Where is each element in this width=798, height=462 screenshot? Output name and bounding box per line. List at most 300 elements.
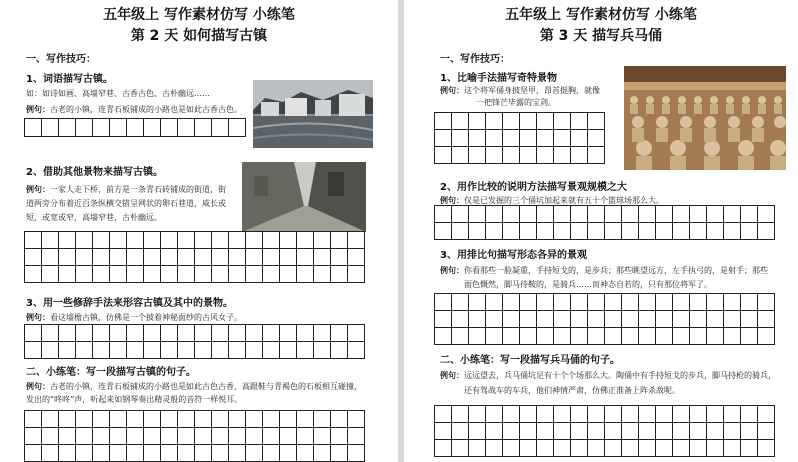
grid-cell[interactable] <box>452 113 469 130</box>
grid-cell[interactable] <box>724 423 741 440</box>
grid-cell[interactable] <box>690 423 707 440</box>
grid-cell[interactable] <box>554 406 571 423</box>
grid-cell[interactable] <box>588 440 605 457</box>
grid-cell[interactable] <box>605 440 622 457</box>
grid-cell[interactable] <box>656 311 673 328</box>
grid-cell[interactable] <box>537 311 554 328</box>
grid-cell[interactable] <box>195 232 212 249</box>
grid-cell[interactable] <box>571 113 588 130</box>
grid-cell[interactable] <box>297 325 314 342</box>
grid-cell[interactable] <box>758 406 775 423</box>
grid-cell[interactable] <box>486 423 503 440</box>
grid-cell[interactable] <box>161 232 178 249</box>
grid-cell[interactable] <box>537 423 554 440</box>
grid-cell[interactable] <box>93 411 110 428</box>
grid-cell[interactable] <box>656 206 673 223</box>
grid-cell[interactable] <box>161 342 178 359</box>
writing-grid-2[interactable] <box>24 231 365 283</box>
grid-cell[interactable] <box>452 223 469 240</box>
grid-cell[interactable] <box>297 411 314 428</box>
grid-cell[interactable] <box>724 328 741 345</box>
grid-cell[interactable] <box>25 325 42 342</box>
grid-cell[interactable] <box>758 223 775 240</box>
grid-cell[interactable] <box>297 249 314 266</box>
grid-cell[interactable] <box>503 147 520 164</box>
grid-cell[interactable] <box>452 328 469 345</box>
grid-cell[interactable] <box>76 119 93 137</box>
grid-cell[interactable] <box>110 445 127 462</box>
grid-cell[interactable] <box>110 266 127 283</box>
grid-cell[interactable] <box>348 232 365 249</box>
grid-cell[interactable] <box>25 428 42 445</box>
grid-cell[interactable] <box>520 206 537 223</box>
grid-cell[interactable] <box>673 440 690 457</box>
grid-cell[interactable] <box>178 249 195 266</box>
writing-grid-1[interactable] <box>434 112 605 164</box>
grid-cell[interactable] <box>503 206 520 223</box>
grid-cell[interactable] <box>690 328 707 345</box>
grid-cell[interactable] <box>469 406 486 423</box>
grid-cell[interactable] <box>605 206 622 223</box>
grid-cell[interactable] <box>59 342 76 359</box>
grid-cell[interactable] <box>144 445 161 462</box>
grid-cell[interactable] <box>452 147 469 164</box>
grid-cell[interactable] <box>486 440 503 457</box>
grid-cell[interactable] <box>673 223 690 240</box>
grid-cell[interactable] <box>212 266 229 283</box>
grid-cell[interactable] <box>690 406 707 423</box>
grid-cell[interactable] <box>724 206 741 223</box>
grid-cell[interactable] <box>59 411 76 428</box>
writing-grid-practice[interactable] <box>434 405 775 457</box>
grid-cell[interactable] <box>622 406 639 423</box>
grid-cell[interactable] <box>161 266 178 283</box>
grid-cell[interactable] <box>246 411 263 428</box>
grid-cell[interactable] <box>110 249 127 266</box>
grid-cell[interactable] <box>42 445 59 462</box>
grid-cell[interactable] <box>639 440 656 457</box>
grid-cell[interactable] <box>161 428 178 445</box>
grid-cell[interactable] <box>280 342 297 359</box>
grid-cell[interactable] <box>42 119 59 137</box>
grid-cell[interactable] <box>707 223 724 240</box>
grid-cell[interactable] <box>469 223 486 240</box>
grid-cell[interactable] <box>554 147 571 164</box>
grid-cell[interactable] <box>178 119 195 137</box>
grid-cell[interactable] <box>435 294 452 311</box>
grid-cell[interactable] <box>622 440 639 457</box>
grid-cell[interactable] <box>707 406 724 423</box>
grid-cell[interactable] <box>195 266 212 283</box>
grid-cell[interactable] <box>469 130 486 147</box>
grid-cell[interactable] <box>673 406 690 423</box>
grid-cell[interactable] <box>76 325 93 342</box>
grid-cell[interactable] <box>25 342 42 359</box>
grid-cell[interactable] <box>452 206 469 223</box>
grid-cell[interactable] <box>741 423 758 440</box>
grid-cell[interactable] <box>263 232 280 249</box>
grid-cell[interactable] <box>195 325 212 342</box>
grid-cell[interactable] <box>229 342 246 359</box>
grid-cell[interactable] <box>110 232 127 249</box>
grid-cell[interactable] <box>724 311 741 328</box>
grid-cell[interactable] <box>588 328 605 345</box>
grid-cell[interactable] <box>331 428 348 445</box>
grid-cell[interactable] <box>588 423 605 440</box>
grid-cell[interactable] <box>212 232 229 249</box>
grid-cell[interactable] <box>486 328 503 345</box>
grid-cell[interactable] <box>127 411 144 428</box>
writing-grid-practice[interactable] <box>24 410 365 462</box>
grid-cell[interactable] <box>144 232 161 249</box>
grid-cell[interactable] <box>469 423 486 440</box>
grid-cell[interactable] <box>314 249 331 266</box>
writing-grid-2[interactable] <box>434 205 775 240</box>
grid-cell[interactable] <box>93 266 110 283</box>
grid-cell[interactable] <box>144 266 161 283</box>
grid-cell[interactable] <box>331 411 348 428</box>
grid-cell[interactable] <box>229 266 246 283</box>
grid-cell[interactable] <box>639 294 656 311</box>
grid-cell[interactable] <box>435 440 452 457</box>
grid-cell[interactable] <box>246 342 263 359</box>
grid-cell[interactable] <box>571 223 588 240</box>
grid-cell[interactable] <box>520 294 537 311</box>
grid-cell[interactable] <box>110 119 127 137</box>
grid-cell[interactable] <box>161 411 178 428</box>
grid-cell[interactable] <box>758 440 775 457</box>
grid-cell[interactable] <box>297 232 314 249</box>
grid-cell[interactable] <box>741 440 758 457</box>
grid-cell[interactable] <box>314 445 331 462</box>
grid-cell[interactable] <box>486 223 503 240</box>
grid-cell[interactable] <box>605 223 622 240</box>
grid-cell[interactable] <box>605 406 622 423</box>
grid-cell[interactable] <box>639 223 656 240</box>
grid-cell[interactable] <box>110 428 127 445</box>
grid-cell[interactable] <box>59 325 76 342</box>
grid-cell[interactable] <box>656 294 673 311</box>
grid-cell[interactable] <box>486 311 503 328</box>
grid-cell[interactable] <box>263 325 280 342</box>
grid-cell[interactable] <box>25 249 42 266</box>
grid-cell[interactable] <box>127 445 144 462</box>
grid-cell[interactable] <box>127 249 144 266</box>
grid-cell[interactable] <box>110 325 127 342</box>
grid-cell[interactable] <box>639 328 656 345</box>
grid-cell[interactable] <box>741 406 758 423</box>
grid-cell[interactable] <box>314 232 331 249</box>
grid-cell[interactable] <box>707 440 724 457</box>
grid-cell[interactable] <box>537 113 554 130</box>
grid-cell[interactable] <box>144 325 161 342</box>
grid-cell[interactable] <box>161 249 178 266</box>
grid-cell[interactable] <box>348 342 365 359</box>
grid-cell[interactable] <box>503 440 520 457</box>
grid-cell[interactable] <box>554 113 571 130</box>
grid-cell[interactable] <box>588 294 605 311</box>
grid-cell[interactable] <box>571 147 588 164</box>
grid-cell[interactable] <box>435 147 452 164</box>
grid-cell[interactable] <box>314 342 331 359</box>
grid-cell[interactable] <box>622 294 639 311</box>
grid-cell[interactable] <box>195 249 212 266</box>
grid-cell[interactable] <box>469 206 486 223</box>
grid-cell[interactable] <box>348 411 365 428</box>
grid-cell[interactable] <box>554 294 571 311</box>
grid-cell[interactable] <box>605 423 622 440</box>
grid-cell[interactable] <box>503 130 520 147</box>
grid-cell[interactable] <box>724 440 741 457</box>
grid-cell[interactable] <box>452 311 469 328</box>
grid-cell[interactable] <box>195 119 212 137</box>
grid-cell[interactable] <box>435 223 452 240</box>
grid-cell[interactable] <box>178 342 195 359</box>
grid-cell[interactable] <box>42 325 59 342</box>
grid-cell[interactable] <box>42 266 59 283</box>
grid-cell[interactable] <box>246 428 263 445</box>
grid-cell[interactable] <box>314 325 331 342</box>
grid-cell[interactable] <box>76 428 93 445</box>
grid-cell[interactable] <box>707 311 724 328</box>
grid-cell[interactable] <box>76 411 93 428</box>
grid-cell[interactable] <box>435 423 452 440</box>
grid-cell[interactable] <box>622 311 639 328</box>
grid-cell[interactable] <box>503 328 520 345</box>
grid-cell[interactable] <box>280 266 297 283</box>
grid-cell[interactable] <box>537 147 554 164</box>
grid-cell[interactable] <box>673 294 690 311</box>
grid-cell[interactable] <box>486 406 503 423</box>
grid-cell[interactable] <box>93 342 110 359</box>
grid-cell[interactable] <box>25 232 42 249</box>
grid-cell[interactable] <box>520 223 537 240</box>
grid-cell[interactable] <box>435 206 452 223</box>
grid-cell[interactable] <box>639 423 656 440</box>
grid-cell[interactable] <box>348 325 365 342</box>
grid-cell[interactable] <box>469 113 486 130</box>
grid-cell[interactable] <box>161 445 178 462</box>
writing-grid-3[interactable] <box>434 293 775 345</box>
grid-cell[interactable] <box>110 411 127 428</box>
grid-cell[interactable] <box>571 311 588 328</box>
grid-cell[interactable] <box>331 325 348 342</box>
grid-cell[interactable] <box>59 428 76 445</box>
grid-cell[interactable] <box>758 206 775 223</box>
grid-cell[interactable] <box>741 311 758 328</box>
grid-cell[interactable] <box>93 249 110 266</box>
grid-cell[interactable] <box>452 406 469 423</box>
grid-cell[interactable] <box>537 406 554 423</box>
grid-cell[interactable] <box>503 423 520 440</box>
grid-cell[interactable] <box>76 342 93 359</box>
grid-cell[interactable] <box>93 325 110 342</box>
grid-cell[interactable] <box>212 428 229 445</box>
grid-cell[interactable] <box>297 445 314 462</box>
grid-cell[interactable] <box>195 445 212 462</box>
grid-cell[interactable] <box>758 311 775 328</box>
grid-cell[interactable] <box>656 423 673 440</box>
grid-cell[interactable] <box>195 411 212 428</box>
grid-cell[interactable] <box>348 445 365 462</box>
grid-cell[interactable] <box>229 325 246 342</box>
grid-cell[interactable] <box>537 440 554 457</box>
grid-cell[interactable] <box>348 249 365 266</box>
grid-cell[interactable] <box>127 428 144 445</box>
grid-cell[interactable] <box>297 342 314 359</box>
grid-cell[interactable] <box>93 232 110 249</box>
grid-cell[interactable] <box>554 440 571 457</box>
grid-cell[interactable] <box>724 294 741 311</box>
grid-cell[interactable] <box>469 147 486 164</box>
grid-cell[interactable] <box>297 266 314 283</box>
grid-cell[interactable] <box>673 206 690 223</box>
grid-cell[interactable] <box>280 445 297 462</box>
grid-cell[interactable] <box>435 406 452 423</box>
grid-cell[interactable] <box>435 113 452 130</box>
grid-cell[interactable] <box>144 411 161 428</box>
grid-cell[interactable] <box>554 206 571 223</box>
grid-cell[interactable] <box>178 445 195 462</box>
grid-cell[interactable] <box>297 428 314 445</box>
grid-cell[interactable] <box>229 119 246 137</box>
grid-cell[interactable] <box>229 411 246 428</box>
grid-cell[interactable] <box>76 232 93 249</box>
grid-cell[interactable] <box>656 406 673 423</box>
grid-cell[interactable] <box>195 342 212 359</box>
grid-cell[interactable] <box>639 406 656 423</box>
grid-cell[interactable] <box>673 423 690 440</box>
grid-cell[interactable] <box>469 294 486 311</box>
grid-cell[interactable] <box>178 266 195 283</box>
grid-cell[interactable] <box>690 311 707 328</box>
grid-cell[interactable] <box>554 328 571 345</box>
grid-cell[interactable] <box>280 428 297 445</box>
grid-cell[interactable] <box>348 428 365 445</box>
grid-cell[interactable] <box>571 130 588 147</box>
grid-cell[interactable] <box>588 311 605 328</box>
grid-cell[interactable] <box>622 328 639 345</box>
grid-cell[interactable] <box>212 411 229 428</box>
grid-cell[interactable] <box>314 411 331 428</box>
grid-cell[interactable] <box>486 147 503 164</box>
grid-cell[interactable] <box>331 342 348 359</box>
writing-grid-1[interactable] <box>24 118 246 137</box>
grid-cell[interactable] <box>571 294 588 311</box>
grid-cell[interactable] <box>127 325 144 342</box>
grid-cell[interactable] <box>690 294 707 311</box>
grid-cell[interactable] <box>554 311 571 328</box>
grid-cell[interactable] <box>25 445 42 462</box>
grid-cell[interactable] <box>554 130 571 147</box>
grid-cell[interactable] <box>263 266 280 283</box>
grid-cell[interactable] <box>741 328 758 345</box>
grid-cell[interactable] <box>571 206 588 223</box>
grid-cell[interactable] <box>76 266 93 283</box>
grid-cell[interactable] <box>452 294 469 311</box>
grid-cell[interactable] <box>486 130 503 147</box>
grid-cell[interactable] <box>280 232 297 249</box>
grid-cell[interactable] <box>656 223 673 240</box>
grid-cell[interactable] <box>178 232 195 249</box>
grid-cell[interactable] <box>571 328 588 345</box>
grid-cell[interactable] <box>503 311 520 328</box>
grid-cell[interactable] <box>588 206 605 223</box>
grid-cell[interactable] <box>656 328 673 345</box>
grid-cell[interactable] <box>486 113 503 130</box>
grid-cell[interactable] <box>571 440 588 457</box>
grid-cell[interactable] <box>741 206 758 223</box>
grid-cell[interactable] <box>59 232 76 249</box>
grid-cell[interactable] <box>42 232 59 249</box>
grid-cell[interactable] <box>588 223 605 240</box>
grid-cell[interactable] <box>229 232 246 249</box>
grid-cell[interactable] <box>520 113 537 130</box>
grid-cell[interactable] <box>639 311 656 328</box>
grid-cell[interactable] <box>724 406 741 423</box>
grid-cell[interactable] <box>42 342 59 359</box>
grid-cell[interactable] <box>690 223 707 240</box>
grid-cell[interactable] <box>707 294 724 311</box>
grid-cell[interactable] <box>229 428 246 445</box>
grid-cell[interactable] <box>622 206 639 223</box>
grid-cell[interactable] <box>435 311 452 328</box>
grid-cell[interactable] <box>520 328 537 345</box>
grid-cell[interactable] <box>435 130 452 147</box>
grid-cell[interactable] <box>537 294 554 311</box>
grid-cell[interactable] <box>144 119 161 137</box>
grid-cell[interactable] <box>263 445 280 462</box>
grid-cell[interactable] <box>246 445 263 462</box>
grid-cell[interactable] <box>469 328 486 345</box>
grid-cell[interactable] <box>741 223 758 240</box>
grid-cell[interactable] <box>144 249 161 266</box>
grid-cell[interactable] <box>246 249 263 266</box>
grid-cell[interactable] <box>229 249 246 266</box>
grid-cell[interactable] <box>588 113 605 130</box>
grid-cell[interactable] <box>127 266 144 283</box>
grid-cell[interactable] <box>622 223 639 240</box>
grid-cell[interactable] <box>76 445 93 462</box>
grid-cell[interactable] <box>537 223 554 240</box>
grid-cell[interactable] <box>707 328 724 345</box>
grid-cell[interactable] <box>161 325 178 342</box>
grid-cell[interactable] <box>212 342 229 359</box>
grid-cell[interactable] <box>161 119 178 137</box>
grid-cell[interactable] <box>212 119 229 137</box>
grid-cell[interactable] <box>469 440 486 457</box>
grid-cell[interactable] <box>503 223 520 240</box>
grid-cell[interactable] <box>452 130 469 147</box>
grid-cell[interactable] <box>331 266 348 283</box>
grid-cell[interactable] <box>59 266 76 283</box>
grid-cell[interactable] <box>673 311 690 328</box>
grid-cell[interactable] <box>673 328 690 345</box>
grid-cell[interactable] <box>469 311 486 328</box>
grid-cell[interactable] <box>280 325 297 342</box>
grid-cell[interactable] <box>605 328 622 345</box>
grid-cell[interactable] <box>452 423 469 440</box>
grid-cell[interactable] <box>707 423 724 440</box>
grid-cell[interactable] <box>178 428 195 445</box>
grid-cell[interactable] <box>178 411 195 428</box>
grid-cell[interactable] <box>452 440 469 457</box>
grid-cell[interactable] <box>246 232 263 249</box>
grid-cell[interactable] <box>25 119 42 137</box>
grid-cell[interactable] <box>520 130 537 147</box>
grid-cell[interactable] <box>605 294 622 311</box>
grid-cell[interactable] <box>263 411 280 428</box>
